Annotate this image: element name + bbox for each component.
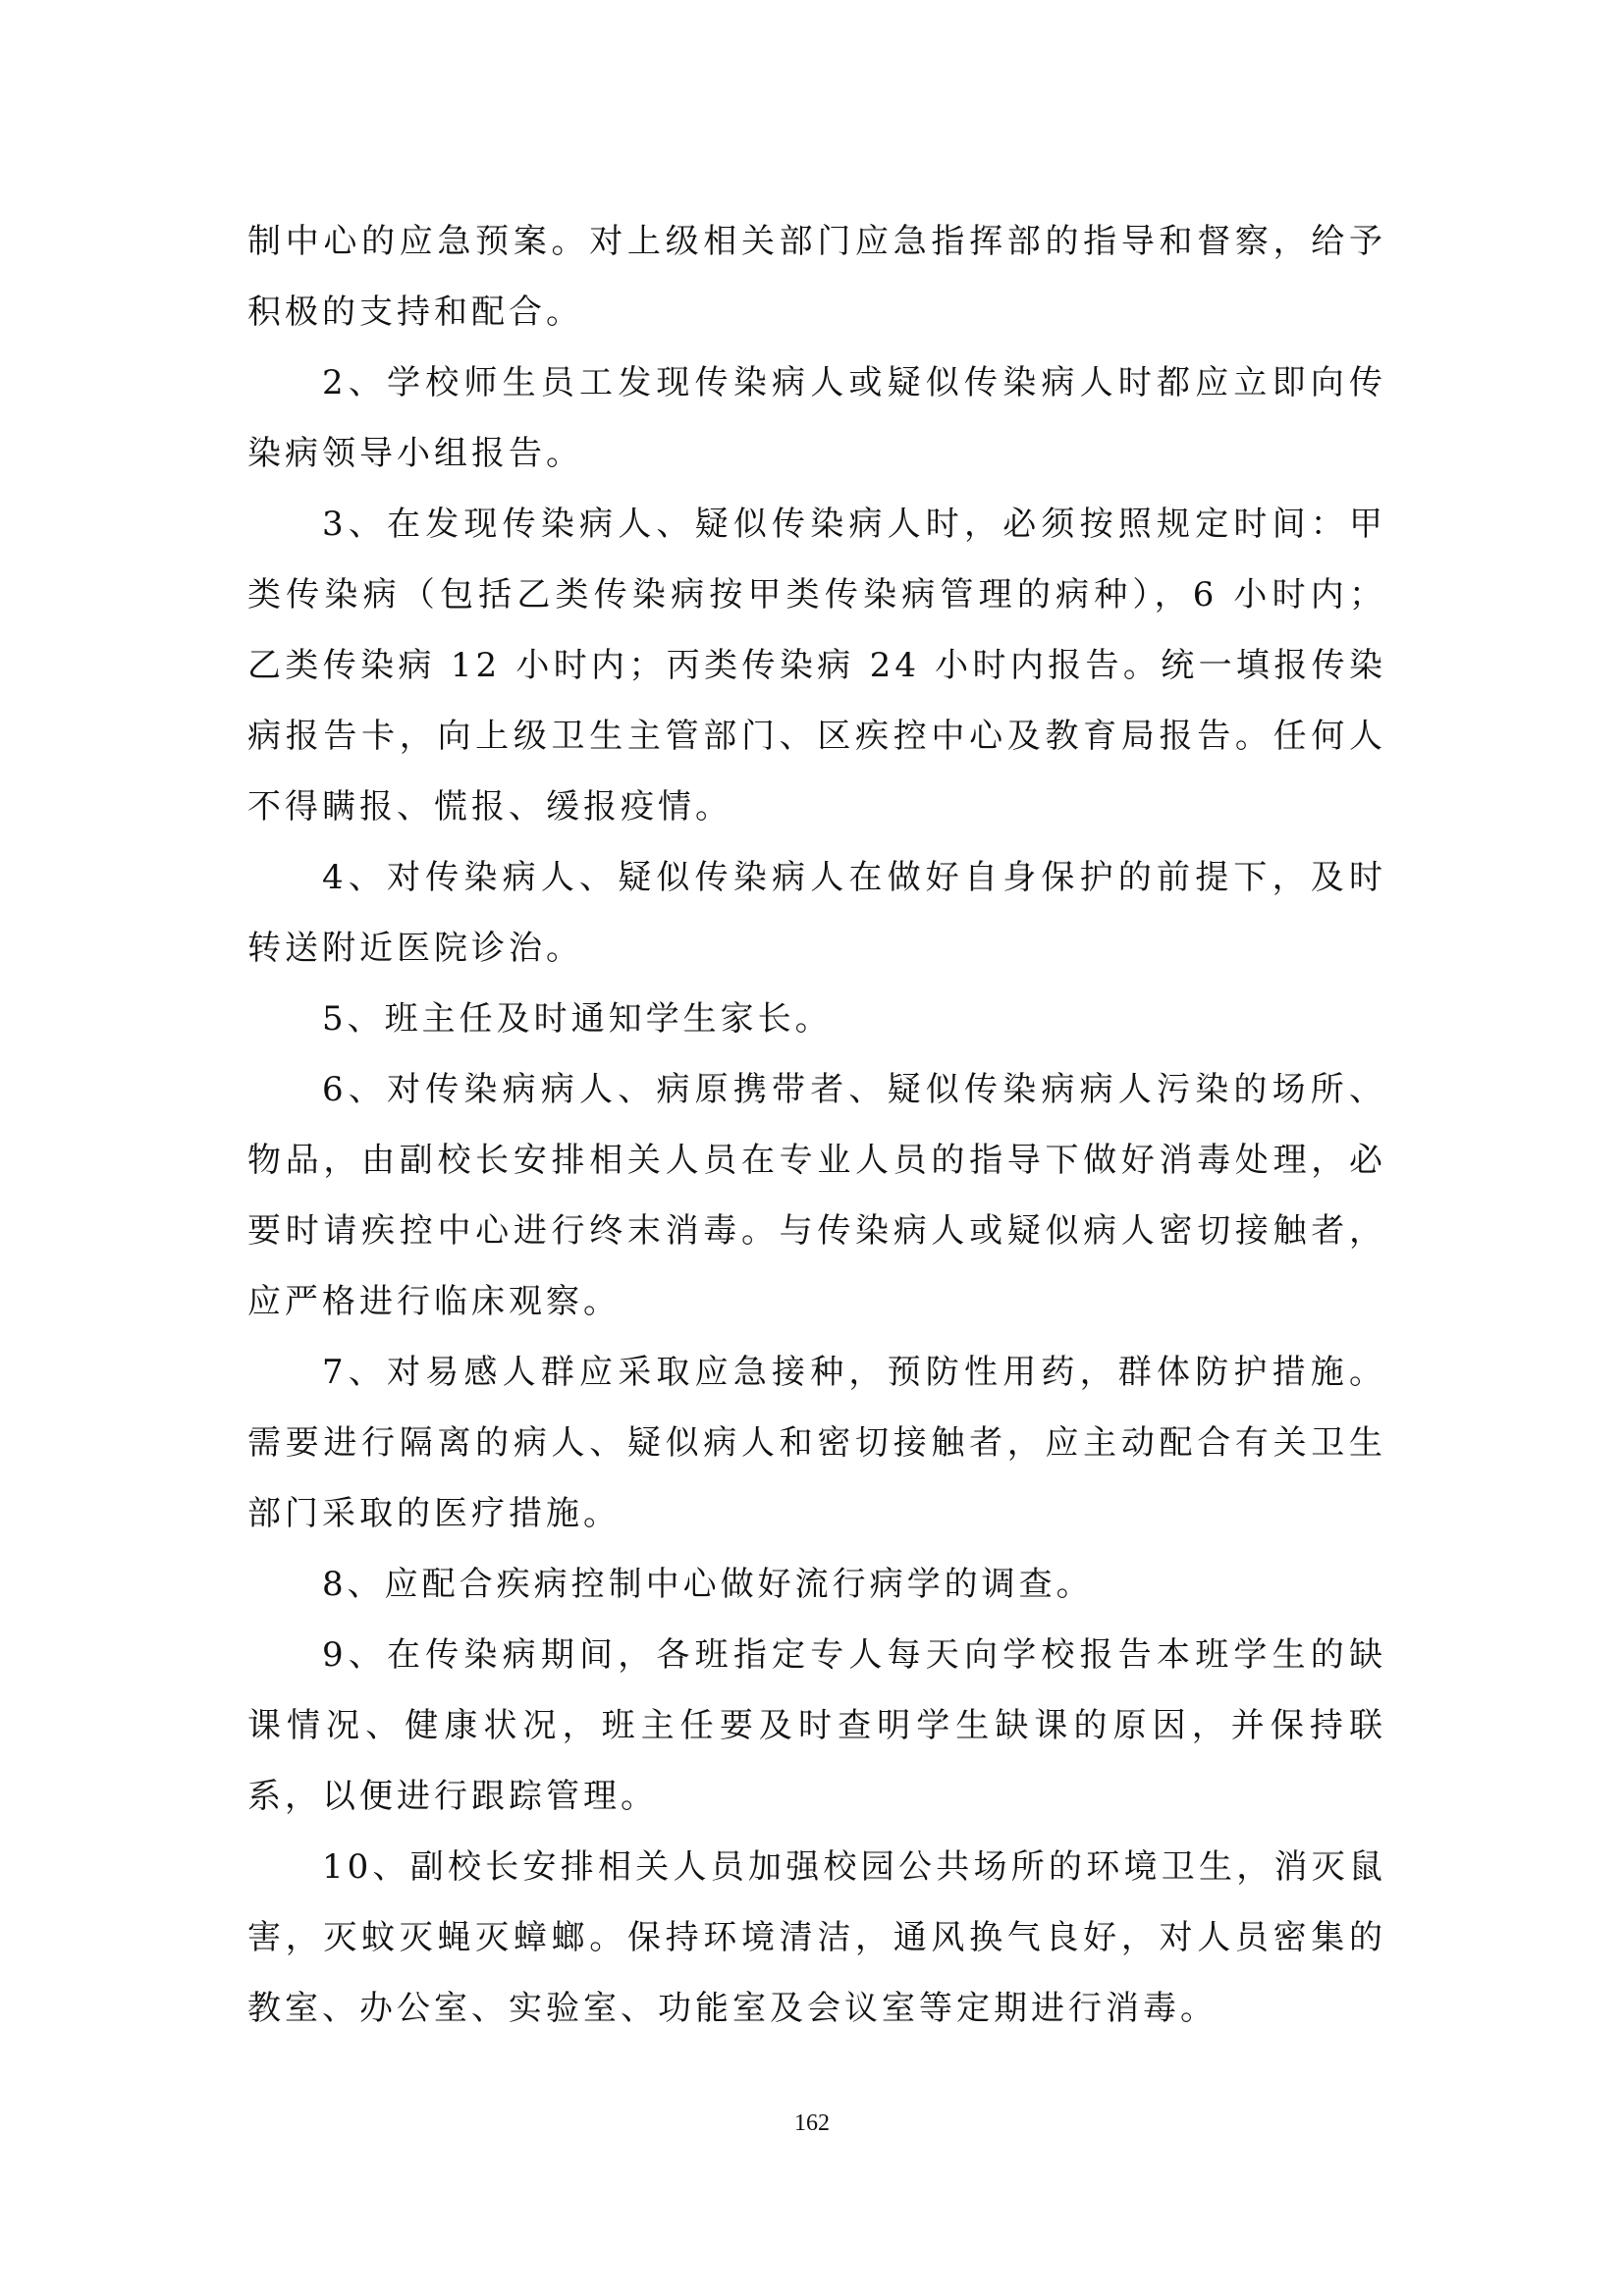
paragraph: 4、对传染病人、疑似传染病人在做好自身保护的前提下，及时转送附近医院诊治。 (247, 858, 1386, 968)
page-number: 162 (794, 2110, 830, 2136)
paragraph: 2、学校师生员工发现传染病人或疑似传染病人时都应立即向传染病领导小组报告。 (247, 363, 1386, 473)
paragraph: 制中心的应急预案。对上级相关部门应急指挥部的指导和督察，给予积极的支持和配合。 (247, 222, 1386, 332)
paragraph: 7、对易感人群应采取应急接种，预防性用药，群体防护措施。需要进行隔离的病人、疑似病人和密切接触者，应主动配合有关卫生部门采取的医疗措施。 (247, 1353, 1386, 1533)
paragraph: 3、在发现传染病人、疑似传染病人时，必须按照规定时间：甲类传染病（包括乙类传染病按甲类传染病管理的病种），6 小时内；乙类传染病 12 小时内；丙类传染病 24 小时内报告。统一填报传染病报告卡，向上级卫生主管部门、区疾控中心及教育局报告。任何人不得瞒报、慌报、缓报疫情。 (247, 505, 1386, 827)
paragraph: 9、在传染病期间，各班指定专人每天向学校报告本班学生的缺课情况、健康状况，班主任要及时查明学生缺课的原因，并保持联系，以便进行跟踪管理。 (247, 1635, 1386, 1816)
paragraph: 5、班主任及时通知学生家长。 (322, 999, 833, 1039)
paragraph: 6、对传染病病人、病原携带者、疑似传染病病人污染的场所、物品，由副校长安排相关人员在专业人员的指导下做好消毒处理，必要时请疾控中心进行终末消毒。与传染病人或疑似病人密切接触者，应严格进行临床观察。 (247, 1070, 1386, 1321)
paragraph: 10、副校长安排相关人员加强校园公共场所的环境卫生，消灭鼠害，灭蚊灭蝇灭蟑螂。保持环境清洁，通风换气良好，对人员密集的教室、办公室、实验室、功能室及会议室等定期进行消毒。 (247, 1847, 1386, 2028)
paragraph: 8、应配合疾病控制中心做好流行病学的调查。 (322, 1565, 1094, 1604)
document-body (247, 206, 1386, 2044)
